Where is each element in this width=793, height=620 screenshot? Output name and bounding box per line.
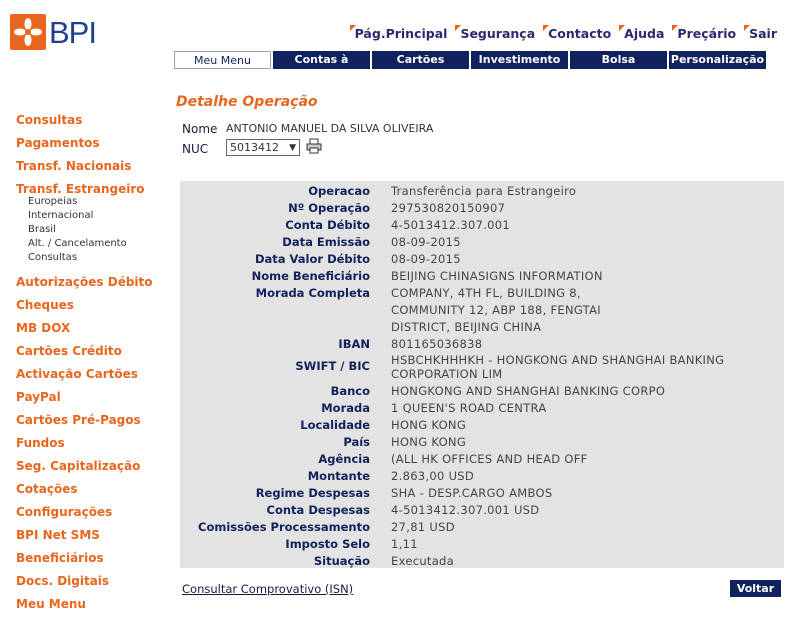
voltar-button[interactable]: Voltar: [730, 580, 781, 597]
printer-icon[interactable]: [306, 138, 322, 154]
detail-value: 4-5013412.307.001: [391, 218, 510, 232]
sidebar-item-configuracoes[interactable]: Configurações: [16, 505, 113, 519]
tab-personalizacao[interactable]: Personalização: [669, 51, 766, 69]
detail-value: 27,81 USD: [391, 520, 455, 534]
page-title: Detalhe Operação: [176, 94, 318, 110]
detail-label: Regime Despesas: [255, 486, 370, 500]
sidebar-item-pagamentos[interactable]: Pagamentos: [16, 136, 100, 150]
bpi-logo[interactable]: [10, 14, 100, 52]
detail-value: BEIJING CHINASIGNS INFORMATION: [391, 269, 603, 283]
tab-investimento[interactable]: Investimento: [471, 51, 568, 69]
toplink-sair[interactable]: Sair: [744, 26, 777, 41]
detail-label: Montante: [307, 469, 370, 483]
operation-detail-panel: [180, 181, 784, 568]
nuc-select[interactable]: [226, 139, 300, 156]
detail-value: 801165036838: [391, 337, 483, 351]
sidebar-item-fundos[interactable]: Fundos: [16, 436, 65, 450]
sidebar-item-cartoes-credito[interactable]: Cartões Crédito: [16, 344, 122, 358]
detail-label: País: [343, 435, 370, 449]
detail-label: Morada: [321, 401, 370, 415]
detail-value: 1 QUEEN'S ROAD CENTRA: [391, 401, 547, 415]
detail-value: HONG KONG: [391, 418, 467, 432]
sidebar-subitem-consultas[interactable]: Consultas: [28, 252, 78, 263]
detail-label: Operacao: [308, 184, 370, 198]
detail-label: IBAN: [338, 337, 370, 351]
toplink-contacto[interactable]: Contacto: [543, 26, 611, 41]
sidebar-item-autorizacoes-debito[interactable]: Autorizações Débito: [16, 275, 153, 289]
toplink-ajuda[interactable]: Ajuda: [619, 26, 664, 41]
detail-label: Morada Completa: [255, 286, 370, 300]
main-tabs: [174, 51, 766, 84]
tab-bolsa[interactable]: Bolsa: [570, 51, 667, 69]
top-links: [350, 26, 777, 41]
detail-label: Situação: [313, 554, 370, 568]
sidebar-menu: [16, 113, 153, 620]
detail-value: (ALL HK OFFICES AND HEAD OFF: [391, 452, 588, 466]
detail-value: 4-5013412.307.001 USD: [391, 503, 540, 517]
sidebar-subitem-internacional[interactable]: Internacional: [28, 210, 94, 221]
detail-value: 2.863,00 USD: [391, 469, 475, 483]
detail-value: HONG KONG: [391, 435, 467, 449]
sidebar-subitem-brasil[interactable]: Brasil: [28, 224, 56, 235]
detail-value: 1,11: [391, 537, 418, 551]
sidebar-submenu-transf-estrangeiro: [16, 196, 153, 266]
sidebar-item-beneficiarios[interactable]: Beneficiários: [16, 551, 104, 565]
dropdown-arrow-icon: ▼: [289, 143, 296, 153]
detail-label: Localidade: [300, 418, 370, 432]
detail-value: 08-09-2015: [391, 252, 461, 266]
sidebar-item-bpi-net-sms[interactable]: BPI Net SMS: [16, 528, 100, 542]
detail-value: COMPANY, 4TH FL, BUILDING 8,: [391, 286, 581, 300]
sidebar-item-docs-digitais[interactable]: Docs. Digitais: [16, 574, 110, 588]
detail-label: Conta Despesas: [266, 503, 370, 517]
detail-label: Imposto Selo: [285, 537, 370, 551]
detail-value: HONGKONG AND SHANGHAI BANKING CORPO: [391, 384, 666, 398]
detail-value: COMMUNITY 12, ABP 188, FENGTAI: [391, 303, 601, 317]
detail-value: Executada: [391, 554, 455, 568]
detail-value: HSBCHKHHHKH - HONGKONG AND SHANGHAI BANKING CORPORATION LIM: [391, 353, 725, 381]
detail-label: SWIFT / BIC: [295, 359, 370, 373]
detail-label: Nº Operação: [288, 201, 370, 215]
sidebar-item-cheques[interactable]: Cheques: [16, 298, 74, 312]
tab-cartoes[interactable]: Cartões: [372, 51, 469, 69]
nuc-selected-value: 5013412: [230, 141, 279, 154]
nuc-label: NUC: [182, 142, 209, 156]
sidebar-item-cotacoes[interactable]: Cotações: [16, 482, 78, 496]
detail-label: Conta Débito: [285, 218, 370, 232]
detail-label: Data Valor Débito: [254, 252, 370, 266]
brand-name: BPI: [49, 15, 96, 50]
detail-value: SHA - DESP.CARGO AMBOS: [391, 486, 553, 500]
sidebar-item-seg-capitalizacao[interactable]: Seg. Capitalização: [16, 459, 141, 473]
tab-meu-menu[interactable]: Meu Menu: [174, 51, 271, 69]
sidebar-item-cartoes-pre-pagos[interactable]: Cartões Pré-Pagos: [16, 413, 141, 427]
detail-value: 08-09-2015: [391, 235, 461, 249]
toplink-pagina-principal[interactable]: Pág.Principal: [350, 26, 448, 41]
detail-label: Data Emissão: [282, 235, 370, 249]
toplink-seguranca[interactable]: Segurança: [455, 26, 535, 41]
detail-value: Transferência para Estrangeiro: [391, 184, 577, 198]
toplink-precario[interactable]: Preçário: [672, 26, 736, 41]
detail-label: Agência: [318, 452, 370, 466]
detail-label: Comissões Processamento: [198, 520, 370, 534]
sidebar-item-consultas[interactable]: Consultas: [16, 113, 83, 127]
sidebar-item-meu-menu[interactable]: Meu Menu: [16, 597, 86, 611]
detail-value: DISTRICT, BEIJING CHINA: [391, 320, 542, 334]
nome-value: ANTONIO MANUEL DA SILVA OLIVEIRA: [226, 122, 434, 135]
detail-label: Banco: [330, 384, 370, 398]
sidebar-item-activacao-cartoes[interactable]: Activação Cartões: [16, 367, 138, 381]
sidebar-subitem-europeias[interactable]: Europeias: [28, 196, 78, 207]
sidebar-item-transf-nacionais[interactable]: Transf. Nacionais: [16, 159, 132, 173]
nome-label: Nome: [182, 122, 218, 136]
logo-flower-icon: [10, 14, 46, 50]
detail-value: 297530820150907: [391, 201, 506, 215]
sidebar-item-paypal[interactable]: PayPal: [16, 390, 61, 404]
detail-label: Nome Beneficiário: [251, 269, 370, 283]
tab-contas-a-ordem[interactable]: Contas à Ordem: [273, 51, 370, 69]
sidebar-item-mb-dox[interactable]: MB DOX: [16, 321, 71, 335]
sidebar-item-transf-estrangeiro[interactable]: Transf. Estrangeiro: [16, 182, 145, 196]
consultar-comprovativo-link[interactable]: Consultar Comprovativo (ISN): [182, 582, 354, 596]
sidebar-subitem-alt-cancelamento[interactable]: Alt. / Cancelamento: [28, 238, 127, 249]
